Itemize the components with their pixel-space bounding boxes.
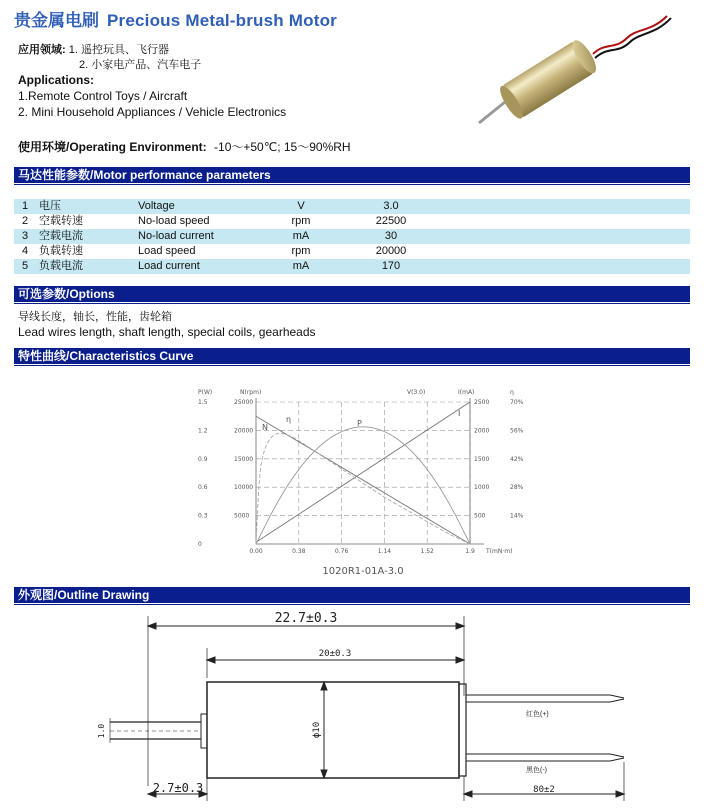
param-en: Voltage xyxy=(138,200,175,212)
series-line-p xyxy=(256,427,470,544)
param-zh: 负载电流 xyxy=(39,260,83,272)
dim-wire-length: 80±2 xyxy=(533,785,555,795)
row-index: 1 xyxy=(22,200,29,212)
environment-label: 使用环境/Operating Environment: xyxy=(18,140,207,154)
table-row xyxy=(14,199,690,214)
p-tick-label: 1.2 xyxy=(198,427,208,435)
row-index: 3 xyxy=(22,230,29,242)
dim-shaft-length: 2.7±0.3 xyxy=(152,781,204,795)
eta-tick-label: 14% xyxy=(510,512,524,520)
x-tick-label: 1.9 xyxy=(465,548,475,555)
row-index: 4 xyxy=(22,245,29,257)
x-axis-label: T(mN·m) xyxy=(486,548,513,555)
wire-black-label: 黑色(-) xyxy=(526,767,547,774)
characteristics-chart xyxy=(190,384,530,580)
x-tick-label: 0.00 xyxy=(249,548,263,555)
param-unit: mA xyxy=(292,260,310,272)
p-tick-label: 1.5 xyxy=(198,399,208,406)
section-bar-options: 可选参数/Options xyxy=(14,286,690,302)
x-tick-label: 1.14 xyxy=(377,548,392,555)
param-value: 3.0 xyxy=(383,200,399,212)
p-tick-label: 0 xyxy=(198,541,202,548)
param-value: 30 xyxy=(384,230,398,242)
motor-photo xyxy=(455,2,705,137)
section-bar-curve: 特性曲线/Characteristics Curve xyxy=(14,348,690,364)
row-index: 5 xyxy=(22,260,29,272)
param-zh: 空载转速 xyxy=(39,215,83,227)
n-tick-label: 15000 xyxy=(234,455,254,463)
table-row xyxy=(14,229,690,244)
param-zh: 空载电流 xyxy=(39,230,83,242)
param-en: Load speed xyxy=(138,245,196,257)
chart-caption: 1020R1-01A-3.0 xyxy=(322,566,404,577)
param-unit: rpm xyxy=(291,215,311,227)
options-zh: 导线长度，轴长，性能，齿轮箱 xyxy=(18,311,172,323)
param-zh: 负载转速 xyxy=(39,245,83,257)
eta-axis-label: η xyxy=(510,389,514,396)
dim-shaft-diameter: 1.0 xyxy=(97,723,106,739)
application-item-en-2: 2. Mini Household Appliances / Vehicle Electronics xyxy=(18,105,287,119)
performance-table xyxy=(14,199,690,274)
x-tick-label: 0.38 xyxy=(292,548,306,555)
applications-zh xyxy=(18,41,169,57)
param-value: 20000 xyxy=(375,245,407,257)
i-tick-label: 2500 xyxy=(474,399,490,406)
param-value: 22500 xyxy=(375,215,407,227)
p-axis-label: P(W) xyxy=(198,389,213,396)
environment-value: -10～+50℃; 15～90%RH xyxy=(214,140,351,154)
application-item-en-1: 1.Remote Control Toys / Aircraft xyxy=(18,89,188,103)
chart-title: V(3.0) xyxy=(407,389,426,396)
n-tick-label: 25000 xyxy=(234,399,254,406)
n-axis-label: N(rpm) xyxy=(240,389,262,396)
x-tick-label: 0.76 xyxy=(334,548,349,555)
application-item-zh-1: 1. 遥控玩具、飞行器 xyxy=(68,44,169,56)
title-en: Precious Metal-brush Motor xyxy=(107,11,338,30)
application-item-zh-2: 2. 小家电产品、汽车电子 xyxy=(79,59,202,71)
n-tick-label: 10000 xyxy=(234,484,254,492)
dim-overall: 22.7±0.3 xyxy=(274,611,338,626)
page-title xyxy=(14,6,337,31)
section-bar-performance: 马达性能参数/Motor performance parameters xyxy=(14,167,690,183)
n-tick-label: 5000 xyxy=(234,512,250,520)
param-unit: rpm xyxy=(291,245,311,257)
eta-tick-label: 42% xyxy=(510,455,524,463)
param-en: No-load current xyxy=(138,230,214,242)
operating-environment xyxy=(18,138,351,155)
p-tick-label: 0.3 xyxy=(198,512,208,520)
x-tick-label: 1.52 xyxy=(420,548,434,555)
eta-tick-label: 56% xyxy=(510,427,524,435)
eta-tick-label: 28% xyxy=(510,484,524,492)
param-unit: V xyxy=(297,200,305,212)
applications-heading: Applications: xyxy=(18,73,95,87)
outline-drawing xyxy=(90,606,650,812)
i-tick-label: 1500 xyxy=(474,455,490,463)
param-value: 170 xyxy=(381,260,401,272)
dim-body: 20±0.3 xyxy=(318,649,352,659)
i-tick-label: 1000 xyxy=(474,484,490,492)
curve-label-i: I xyxy=(458,409,461,418)
title-zh: 贵金属电刷 xyxy=(14,11,99,30)
i-tick-label: 2000 xyxy=(474,427,490,435)
i-tick-label: 500 xyxy=(474,512,486,520)
section-bar-outline: 外观图/Outline Drawing xyxy=(14,587,690,603)
row-index: 2 xyxy=(22,215,29,227)
p-tick-label: 0.9 xyxy=(198,455,208,463)
applications-label-zh: 应用领域: xyxy=(18,44,66,56)
curve-label-p: P xyxy=(357,419,362,428)
series-line-eta xyxy=(256,433,470,544)
param-zh: 电压 xyxy=(39,200,61,212)
param-unit: mA xyxy=(292,230,310,242)
param-en: No-load speed xyxy=(138,215,210,227)
dim-diameter: ϕ10 xyxy=(312,721,322,739)
param-en: Load current xyxy=(138,260,200,272)
table-row xyxy=(14,259,690,274)
curve-label-n: N xyxy=(262,423,268,432)
eta-tick-label: 70% xyxy=(510,399,524,406)
curve-label-eta: η xyxy=(286,415,292,424)
p-tick-label: 0.6 xyxy=(198,484,208,492)
options-en: Lead wires length, shaft length, special coils, gearheads xyxy=(18,325,316,339)
table-row xyxy=(14,244,690,259)
table-row xyxy=(14,214,690,229)
i-axis-label: I(mA) xyxy=(458,389,475,396)
wire-red-label: 红色(+) xyxy=(526,711,549,718)
n-tick-label: 20000 xyxy=(234,427,254,435)
